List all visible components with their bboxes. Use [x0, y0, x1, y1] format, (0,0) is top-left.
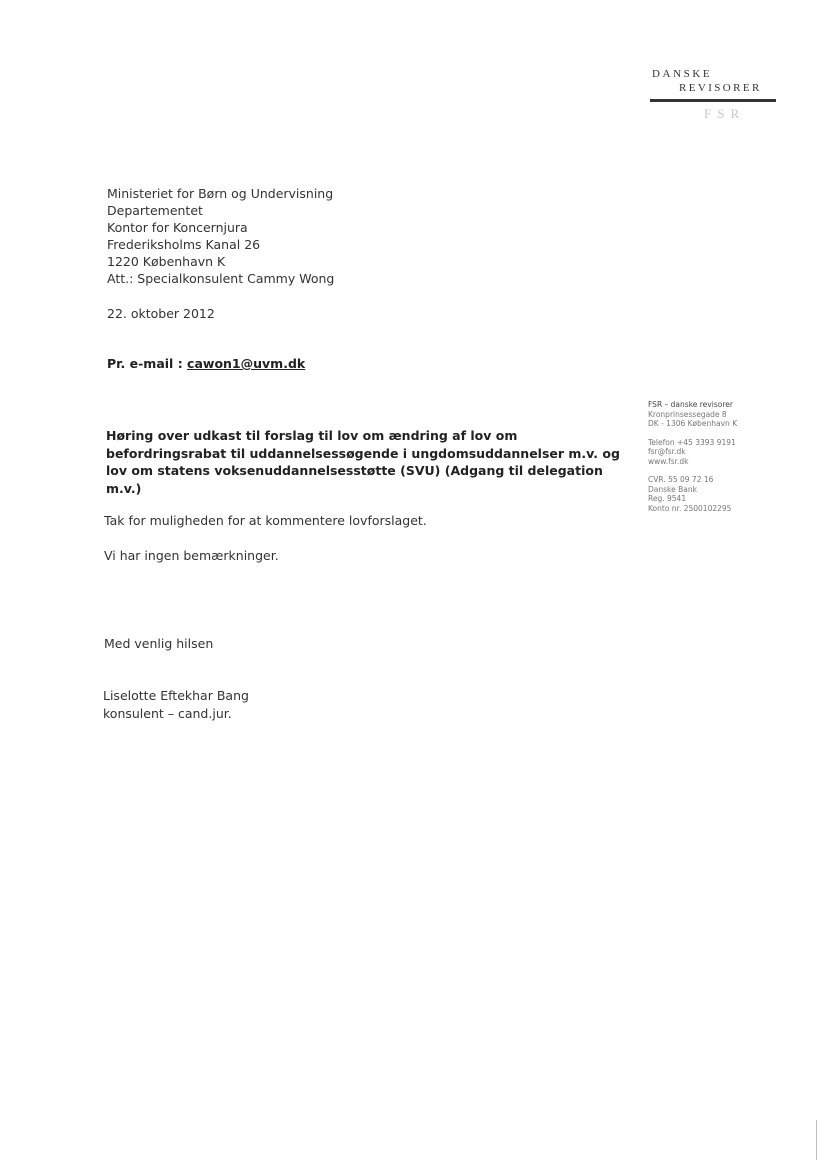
scan-edge-line [816, 1120, 817, 1160]
sender-contact-block [648, 400, 737, 513]
logo-text-line1: DANSKE [652, 68, 713, 80]
subject-line: Høring over udkast til forslag til lov om ændring af lov om [106, 428, 518, 443]
recipient-line: Departementet [107, 203, 203, 218]
logo-bar [650, 99, 776, 102]
contact-org: FSR – danske revisorer [648, 400, 733, 409]
contact-bank: Danske Bank [648, 484, 697, 494]
contact-reg: Reg. 9541 [648, 494, 687, 503]
recipient-address [107, 185, 334, 287]
recipient-line: Frederiksholms Kanal 26 [107, 237, 261, 252]
email-line [107, 356, 305, 371]
contact-spacer [648, 429, 737, 438]
subject-line: lov om statens voksenuddannelsesstøtte (SVU) (Adgang til delegation [106, 463, 603, 478]
logo-text-line2: REVISORER [679, 82, 762, 94]
contact-account: Konto nr. 2500102295 [648, 503, 732, 513]
recipient-line: Kontor for Koncernjura [107, 220, 248, 235]
letter-subject [106, 427, 620, 497]
logo-mark: FSR [704, 106, 746, 121]
danske-revisorer-logo [640, 64, 780, 124]
signatory-name: Liselotte Eftekhar Bang [103, 688, 249, 703]
subject-line: m.v.) [106, 480, 142, 496]
contact-cvr: CVR. 55 09 72 16 [648, 475, 714, 484]
recipient-line: Att.: Specialkonsulent Cammy Wong [107, 271, 335, 286]
closing-greeting: Med venlig hilsen [104, 636, 214, 651]
body-paragraph-2: Vi har ingen bemærkninger. [104, 548, 279, 563]
email-link[interactable]: cawon1@uvm.dk [187, 356, 306, 371]
recipient-line: 1220 København K [107, 254, 226, 269]
contact-street: Kronprinsessegade 8 [648, 409, 727, 419]
contact-spacer [648, 466, 737, 475]
body-paragraph-1: Tak for muligheden for at kommentere lovforslaget. [104, 513, 427, 528]
recipient-line: Ministeriet for Børn og Undervisning [107, 186, 334, 201]
subject-line: befordringsrabat til uddannelsessøgende i ungdomsuddannelser m.v. og [106, 445, 620, 461]
letter-date: 22. oktober 2012 [107, 306, 215, 321]
contact-city: DK - 1306 København K [648, 419, 738, 428]
contact-web[interactable]: www.fsr.dk [648, 456, 689, 466]
contact-email[interactable]: fsr@fsr.dk [648, 447, 686, 456]
signatory-title: konsulent – cand.jur. [103, 706, 232, 721]
email-label: Pr. e-mail : [107, 356, 188, 371]
contact-phone: Telefon +45 3393 9191 [648, 437, 736, 447]
